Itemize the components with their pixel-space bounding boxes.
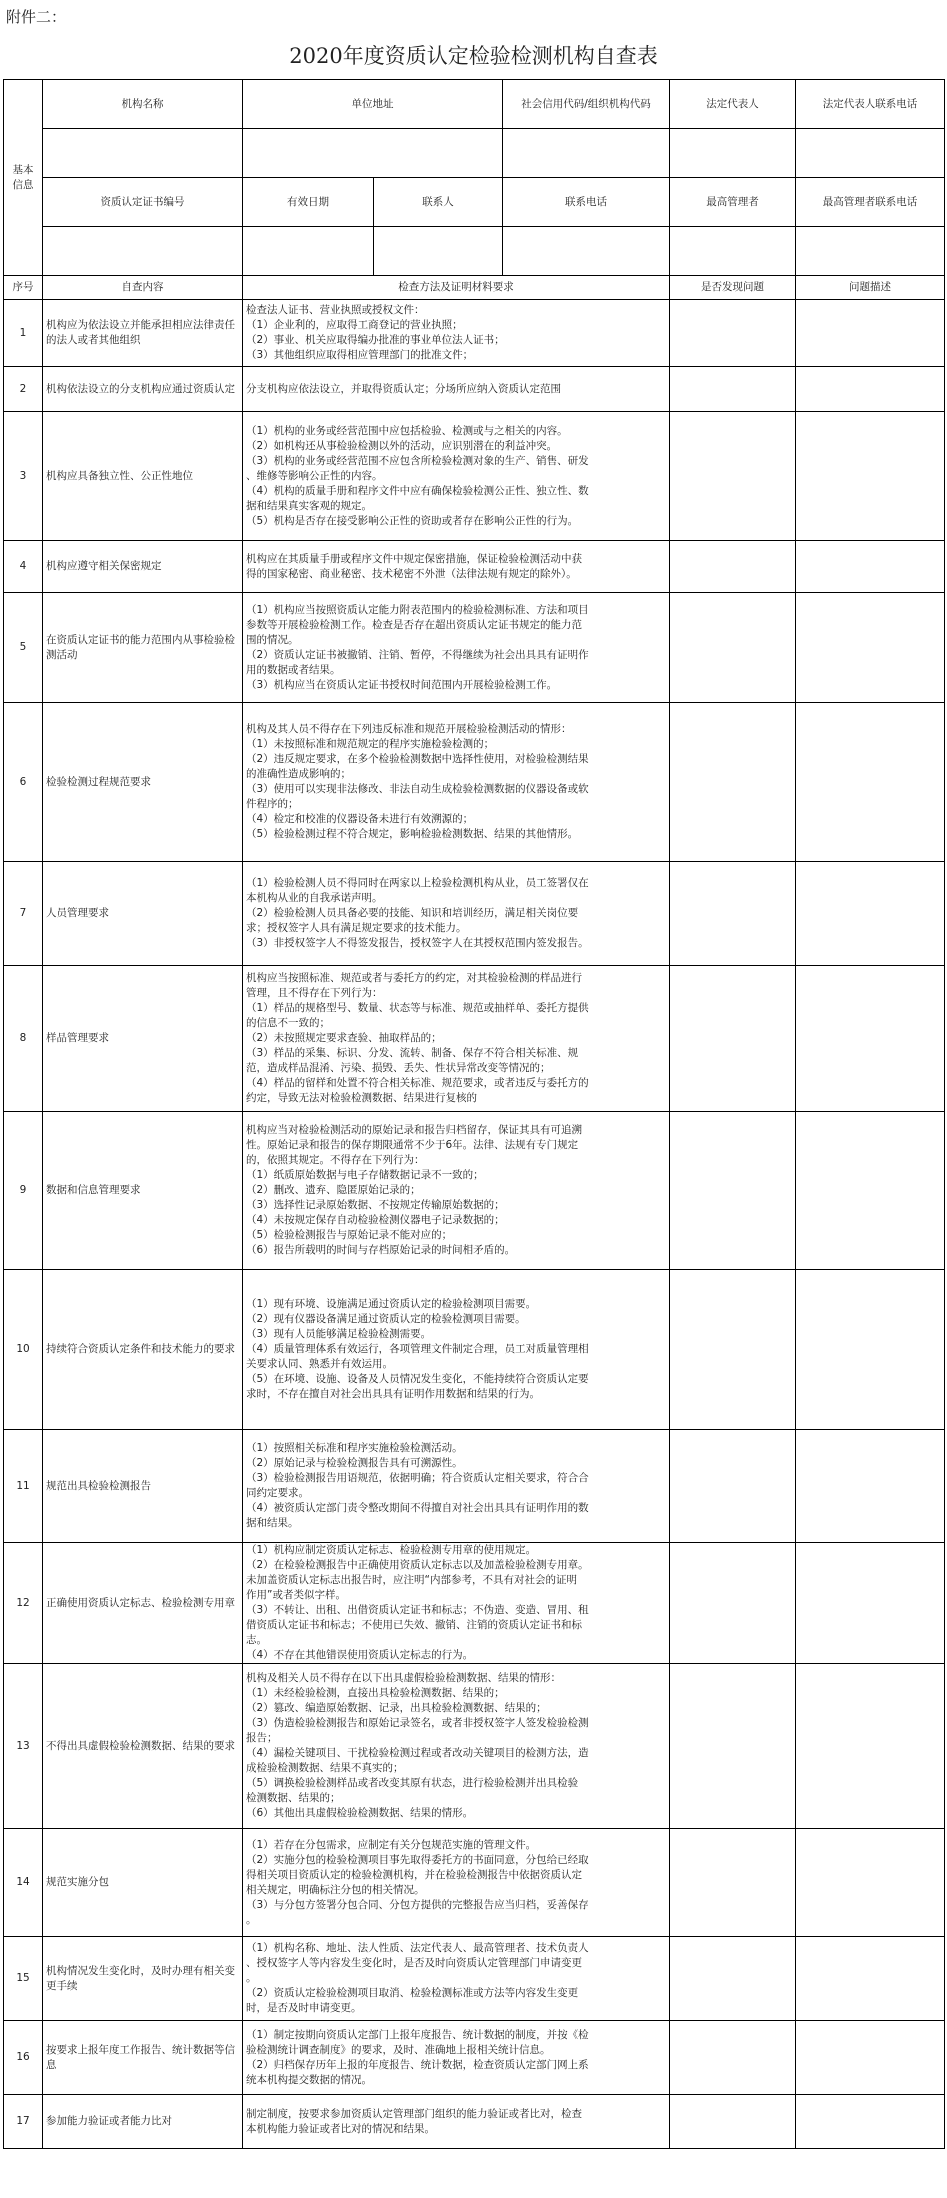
method-line: （6）其他出具虚假检验检测数据、结果的情形。 <box>246 1807 474 1819</box>
table-row <box>4 1664 945 1829</box>
input-legal-rep-phone[interactable] <box>796 129 945 178</box>
row-found-input[interactable] <box>670 1270 796 1430</box>
row-method <box>243 1430 670 1543</box>
row-content: 不得出具虚假检验检测数据、结果的要求 <box>43 1664 243 1829</box>
row-content: 机构应遵守相关保密规定 <box>43 541 243 593</box>
method-line: （5）调换检验检测样品或者改变其原有状态，进行检验检测并出具检验 <box>246 1777 579 1789</box>
row-seq: 10 <box>4 1270 43 1430</box>
method-line: （2）资质认定证书被撤销、注销、暂停，不得继续为社会出具具有证明作 <box>246 648 589 661</box>
method-line: （3）机构的业务或经营范围不应包含所检验检测对象的生产、销售、研发 <box>246 454 589 467</box>
method-line: （3）非授权签字人不得签发报告，授权签字人在其授权范围内签发报告。 <box>246 937 589 949</box>
row-content: 机构依法设立的分支机构应通过资质认定 <box>43 367 243 412</box>
method-line: 求；授权签字人具有满足规定要求的技术能力。 <box>246 922 467 934</box>
row-seq: 16 <box>4 2021 43 2095</box>
input-institution-name[interactable] <box>43 129 243 178</box>
header-institution-name: 机构名称 <box>43 80 243 129</box>
table-row <box>4 2095 945 2149</box>
row-found-input[interactable] <box>670 1112 796 1270</box>
method-line: （2）篡改、编造原始数据、记录，出具检验检测数据、结果的； <box>246 1702 547 1714</box>
row-content: 规范出具检验检测报告 <box>43 1430 243 1543</box>
self-check-table <box>3 79 945 2149</box>
row-desc-input[interactable] <box>796 1829 945 1937</box>
method-line: 件程序的； <box>246 798 299 810</box>
header-valid-date: 有效日期 <box>243 178 374 227</box>
method-line: 关要求认同、熟悉并有效运用。 <box>246 1358 393 1370</box>
table-row <box>4 1270 945 1430</box>
row-desc-input[interactable] <box>796 966 945 1112</box>
method-line: （3）机构应当在资质认定证书授权时间范围内开展检验检测工作。 <box>246 678 558 691</box>
row-seq: 2 <box>4 367 43 412</box>
document-title: 2020年度资质认定检验检测机构自查表 <box>289 44 658 68</box>
row-found-input[interactable] <box>670 966 796 1112</box>
method-line: 围的情况。 <box>246 633 299 646</box>
row-content: 机构应为依法设立并能承担相应法律责任的法人或者其他组织 <box>43 300 243 367</box>
input-credit-code[interactable] <box>503 129 670 178</box>
method-line: （1）企业利的，应取得工商登记的营业执照； <box>246 319 463 331</box>
table-row <box>4 593 945 703</box>
method-line: 管理，且不得存在下列行为： <box>246 987 383 999</box>
table-row <box>4 412 945 541</box>
header-credit-code: 社会信用代码/组织机构代码 <box>503 80 670 129</box>
method-line: （1）纸质原始数据与电子存储数据记录不一致的； <box>246 1169 484 1181</box>
row-desc-input[interactable] <box>796 1270 945 1430</box>
method-line: 同约定要求。 <box>246 1487 309 1499</box>
table-row <box>4 1543 945 1664</box>
row-found-input[interactable] <box>670 412 796 541</box>
method-line: 据和结果。 <box>246 1517 299 1529</box>
method-line: 检查法人证书、营业执照或授权文件： <box>246 304 425 316</box>
row-content: 检验检测过程规范要求 <box>43 703 243 862</box>
method-line: 本机构能力验证或者比对的情况和结果。 <box>246 2122 435 2135</box>
row-seq: 13 <box>4 1664 43 1829</box>
basic-info-label <box>4 80 43 276</box>
row-method <box>243 1829 670 1937</box>
col-seq: 序号 <box>4 276 43 300</box>
row-content: 按要求上报年度工作报告、统计数据等信息 <box>43 2021 243 2095</box>
method-line: 本机构从业的自我承诺声明。 <box>246 892 383 904</box>
input-cert-number[interactable] <box>43 227 243 276</box>
method-line: 用的数据或者结果。 <box>246 663 341 676</box>
table-row <box>4 367 945 412</box>
row-desc-input[interactable] <box>796 593 945 703</box>
method-line: （2）在检验检测报告中正确使用资质认定标志以及加盖检验检测专用章。 <box>246 1559 589 1571</box>
row-method <box>243 300 670 367</box>
method-line: （5）在环境、设施、设备及人员情况发生变化，不能持续符合资质认定要 <box>246 1373 589 1385</box>
row-content: 在资质认定证书的能力范围内从事检验检测活动 <box>43 593 243 703</box>
method-line: 成检验检测数据、结果不真实的； <box>246 1762 404 1774</box>
method-line: （4）不存在其他错误使用资质认定标志的行为。 <box>246 1649 474 1661</box>
row-desc-input[interactable] <box>796 703 945 862</box>
table-row <box>4 1112 945 1270</box>
method-line: （3）使用可以实现非法修改、非法自动生成检验检测数据的仪器设备或软 <box>246 783 589 795</box>
method-line: （1）机构名称、地址、法人性质、法定代表人、最高管理者、技术负责人 <box>246 1942 589 1954</box>
input-legal-rep[interactable] <box>670 129 796 178</box>
method-line: 、授权签字人等内容发生变化时，是否及时向资质认定管理部门申请变更 <box>246 1957 582 1969</box>
row-content: 参加能力验证或者能力比对 <box>43 2095 243 2149</box>
method-line: 的信息不一致的； <box>246 1017 330 1029</box>
input-address[interactable] <box>243 129 503 178</box>
method-line: 性。原始记录和报告的保存期限通常不少于6年。法律、法规有专门规定 <box>246 1139 579 1151</box>
basic-info-header-row-2 <box>4 178 945 227</box>
method-line: 参数等开展检验检测工作。检查是否存在超出资质认定证书规定的能力范 <box>246 618 582 631</box>
method-line: （1）未经检验检测，直接出具检验检测数据、结果的； <box>246 1687 505 1699</box>
input-contact-phone[interactable] <box>503 227 670 276</box>
row-seq: 3 <box>4 412 43 541</box>
row-desc-input[interactable] <box>796 1937 945 2021</box>
header-cert-number: 资质认定证书编号 <box>43 178 243 227</box>
row-content: 样品管理要求 <box>43 966 243 1112</box>
basic-info-header-row-1 <box>4 80 945 129</box>
method-line: 验检测统计调查制度》的要求，及时、准确地上报相关统计信息。 <box>246 2043 551 2056</box>
method-line: （4）被资质认定部门责令整改期间不得擅自对社会出具具有证明作用的数 <box>246 1502 589 1514</box>
method-line: 统本机构提交数据的情况。 <box>246 2073 372 2086</box>
method-line: （1）制定按期向资质认定部门上报年度报告、统计数据的制度，并按《检 <box>246 2028 589 2041</box>
method-line: （3）与分包方签署分包合同、分包方提供的完整报告应当归档，妥善保存 <box>246 1898 589 1911</box>
row-desc-input[interactable] <box>796 1430 945 1543</box>
method-line: 得的国家秘密、商业秘密、技术秘密不外泄（法律法规有规定的除外）。 <box>246 567 577 580</box>
col-content: 自查内容 <box>43 276 243 300</box>
method-line: （4）质量管理体系有效运行，各项管理文件制定合理，员工对质量管理相 <box>246 1343 589 1355</box>
header-top-manager: 最高管理者 <box>670 178 796 227</box>
row-found-input[interactable] <box>670 2095 796 2149</box>
method-line: （1）机构的业务或经营范围中应包括检验、检测或与之相关的内容。 <box>246 424 568 437</box>
header-address: 单位地址 <box>243 80 503 129</box>
method-line: （1）检验检测人员不得同时在两家以上检验检测机构从业，员工签署仅在 <box>246 877 589 889</box>
row-found-input[interactable] <box>670 593 796 703</box>
row-found-input[interactable] <box>670 1664 796 1829</box>
method-line: （2）资质认定检验检测项目取消、检验检测标准或方法等内容发生变更 <box>246 1987 579 1999</box>
method-line: 报告； <box>246 1732 278 1744</box>
row-seq: 12 <box>4 1543 43 1664</box>
method-line: （4）未按规定保存自动检验检测仪器电子记录数据的； <box>246 1214 505 1226</box>
method-line: （3）不转让、出租、出借资质认定证书和标志；不伪造、变造、冒用、租 <box>246 1604 589 1616</box>
method-line: （3）检验检测报告用语规范，依据明确；符合资质认定相关要求，符合合 <box>246 1472 589 1484</box>
basic-info-input-row-1 <box>4 129 945 178</box>
method-line: 未加盖资质认定标志出报告时，应注明“内部参考，不具有对社会的证明 <box>246 1574 577 1586</box>
method-line: 据和结果真实客观的规定。 <box>246 499 372 512</box>
method-line: 的准确性造成影响的； <box>246 768 351 780</box>
row-found-input[interactable] <box>670 1543 796 1664</box>
row-desc-input[interactable] <box>796 1543 945 1664</box>
table-row <box>4 703 945 862</box>
method-line: 作用”或者类似字样。 <box>246 1589 346 1601</box>
method-line: （2）删改、遗弃、隐匿原始记录的； <box>246 1184 421 1196</box>
row-seq: 7 <box>4 862 43 966</box>
row-method <box>243 2095 670 2149</box>
method-line: 机构及其人员不得存在下列违反标准和规范开展检验检测活动的情形： <box>246 723 572 735</box>
method-line: 志。 <box>246 1634 267 1646</box>
col-desc: 问题描述 <box>796 276 945 300</box>
row-method <box>243 367 670 412</box>
row-found-input[interactable] <box>670 1430 796 1543</box>
row-method <box>243 1664 670 1829</box>
table-row <box>4 1430 945 1543</box>
row-found-input[interactable] <box>670 367 796 412</box>
method-line: （2）检验检测人员具备必要的技能、知识和培训经历，满足相关岗位要 <box>246 907 579 919</box>
header-legal-rep-phone: 法定代表人联系电话 <box>796 80 945 129</box>
method-line: （4）漏检关键项目、干扰检验检测过程或者改动关键项目的检测方法，造 <box>246 1747 589 1759</box>
method-line: （2）未按照规定要求查验、抽取样品的； <box>246 1032 442 1044</box>
method-line: （3）现有人员能够满足检验检测需要。 <box>246 1328 432 1340</box>
input-top-manager[interactable] <box>670 227 796 276</box>
method-line: （2）如机构还从事检验检测以外的活动，应识别潜在的利益冲突。 <box>246 439 558 452</box>
table-row <box>4 1937 945 2021</box>
table-row <box>4 2021 945 2095</box>
method-line: （2）实施分包的检验检测项目事先取得委托方的书面同意，分包给已经取 <box>246 1853 589 1866</box>
method-line: （5）检验检测过程不符合规定，影响检验检测数据、结果的其他情形。 <box>246 828 579 840</box>
row-found-input[interactable] <box>670 2021 796 2095</box>
method-line: （1）机构应制定资质认定标志、检验检测专用章的使用规定。 <box>246 1544 537 1556</box>
column-header-row <box>4 276 945 300</box>
input-contact[interactable] <box>374 227 503 276</box>
row-seq: 4 <box>4 541 43 593</box>
row-desc-input[interactable] <box>796 1112 945 1270</box>
row-seq: 15 <box>4 1937 43 2021</box>
method-line: 相关规定，明确标注分包的相关情况。 <box>246 1883 425 1896</box>
method-line: 求时，不存在擅自对社会出具具有证明作用数据和结果的行为。 <box>246 1388 540 1400</box>
method-line: （1）按照相关标准和程序实施检验检测活动。 <box>246 1442 463 1454</box>
row-content: 人员管理要求 <box>43 862 243 966</box>
header-top-manager-phone: 最高管理者联系电话 <box>796 178 945 227</box>
header-contact-phone: 联系电话 <box>503 178 670 227</box>
basic-info-input-row-2 <box>4 227 945 276</box>
method-line: 范，造成样品混淆、污染、损毁、丢失、性状异常改变等情况的； <box>246 1062 551 1074</box>
method-line: （3）样品的采集、标识、分发、流转、制备、保存不符合相关标准、规 <box>246 1047 579 1059</box>
method-line: （4）机构的质量手册和程序文件中应有确保检验检测公正性、独立性、数 <box>246 484 589 497</box>
input-valid-date[interactable] <box>243 227 374 276</box>
row-desc-input[interactable] <box>796 2095 945 2149</box>
row-method <box>243 862 670 966</box>
col-found: 是否发现问题 <box>670 276 796 300</box>
method-line: 机构应在其质量手册或程序文件中规定保密措施，保证检验检测活动中获 <box>246 552 582 565</box>
row-content: 机构情况发生变化时，及时办理有相关变更手续 <box>43 1937 243 2021</box>
row-seq: 1 <box>4 300 43 367</box>
method-line: （1）若存在分包需求，应制定有关分包规范实施的管理文件。 <box>246 1838 537 1851</box>
method-line: 。 <box>246 1913 257 1926</box>
row-method <box>243 966 670 1112</box>
method-line: （2）事业、机关应取得编办批准的事业单位法人证书； <box>246 334 505 346</box>
method-line: 机构应当按照标准、规范或者与委托方的约定，对其检验检测的样品进行 <box>246 972 582 984</box>
row-method <box>243 703 670 862</box>
row-seq: 11 <box>4 1430 43 1543</box>
table-row <box>4 966 945 1112</box>
method-line: （3）选择性记录原始数据、不按规定传输原始数据的； <box>246 1199 505 1211</box>
input-top-manager-phone[interactable] <box>796 227 945 276</box>
row-method <box>243 1937 670 2021</box>
row-desc-input[interactable] <box>796 412 945 541</box>
method-line: （3）伪造检验检测报告和原始记录签名，或者非授权签字人签发检验检测 <box>246 1717 589 1729</box>
row-method <box>243 1112 670 1270</box>
row-content: 规范实施分包 <box>43 1829 243 1937</box>
row-found-input[interactable] <box>670 1829 796 1937</box>
row-found-input[interactable] <box>670 541 796 593</box>
method-line: （1）未按照标准和规范规定的程序实施检验检测的； <box>246 738 495 750</box>
method-line: （3）其他组织应取得相应管理部门的批准文件； <box>246 349 474 361</box>
row-desc-input[interactable] <box>796 367 945 412</box>
row-found-input[interactable] <box>670 300 796 367</box>
row-seq: 6 <box>4 703 43 862</box>
basic-info-label-line-2: 信息 <box>12 178 34 191</box>
table-row <box>4 300 945 367</box>
row-found-input[interactable] <box>670 862 796 966</box>
row-desc-input[interactable] <box>796 541 945 593</box>
method-line: （5）检验检测报告与原始记录不能对应的； <box>246 1229 453 1241</box>
method-line: 得相关项目资质认定的检验检测机构，并在检验检测报告中依据资质认定 <box>246 1868 582 1881</box>
row-desc-input[interactable] <box>796 862 945 966</box>
col-method: 检查方法及证明材料要求 <box>243 276 670 300</box>
method-line: （1）现有环境、设施满足通过资质认定的检验检测项目需要。 <box>246 1298 537 1310</box>
method-line: 、维修等影响公正性的内容。 <box>246 469 383 482</box>
method-line: 机构及相关人员不得存在以下出具虚假检验检测数据、结果的情形： <box>246 1672 561 1684</box>
row-seq: 9 <box>4 1112 43 1270</box>
method-line: 制定制度，按要求参加资质认定管理部门组织的能力验证或者比对，检查 <box>246 2107 582 2120</box>
header-contact: 联系人 <box>374 178 503 227</box>
method-line: 约定，导致无法对检验检测数据、结果进行复核的 <box>246 1092 477 1104</box>
method-line: （1）样品的规格型号、数量、状态等与标准、规范或抽样单、委托方提供 <box>246 1002 589 1014</box>
method-line: 检测数据、结果的； <box>246 1792 341 1804</box>
row-content: 持续符合资质认定条件和技术能力的要求 <box>43 1270 243 1430</box>
method-line: 机构应当对检验检测活动的原始记录和报告归档留存，保证其具有可追溯 <box>246 1124 582 1136</box>
method-line: 的，依照其规定。不得存在下列行为： <box>246 1154 425 1166</box>
method-line: （2）归档保存历年上报的年度报告、统计数据，检查资质认定部门网上系 <box>246 2058 589 2071</box>
row-method <box>243 1270 670 1430</box>
method-line: 时，是否及时申请变更。 <box>246 2002 362 2014</box>
method-line: 借资质认定证书和标志；不使用已失效、撤销、注销的资质认定证书和标 <box>246 1619 582 1631</box>
row-desc-input[interactable] <box>796 300 945 367</box>
row-method <box>243 593 670 703</box>
method-line: （2）违反规定要求，在多个检验检测数据中选择性使用，对检验检测结果 <box>246 753 589 765</box>
row-seq: 17 <box>4 2095 43 2149</box>
method-line: 分支机构应依法设立，并取得资质认定；分场所应纳入资质认定范围 <box>246 382 561 395</box>
row-seq: 5 <box>4 593 43 703</box>
row-seq: 8 <box>4 966 43 1112</box>
row-method <box>243 412 670 541</box>
method-line: （4）检定和校准的仪器设备未进行有效溯源的； <box>246 813 474 825</box>
row-seq: 14 <box>4 1829 43 1937</box>
row-content: 正确使用资质认定标志、检验检测专用章 <box>43 1543 243 1664</box>
table-row <box>4 541 945 593</box>
attachment-label: 附件二： <box>6 8 67 26</box>
row-found-input[interactable] <box>670 1937 796 2021</box>
row-content: 数据和信息管理要求 <box>43 1112 243 1270</box>
row-desc-input[interactable] <box>796 1664 945 1829</box>
table-row <box>4 862 945 966</box>
basic-info-label-line-1: 基本 <box>12 163 34 176</box>
row-found-input[interactable] <box>670 703 796 862</box>
header-legal-rep: 法定代表人 <box>670 80 796 129</box>
table-row <box>4 1829 945 1937</box>
row-content: 机构应具备独立性、公正性地位 <box>43 412 243 541</box>
method-line: （2）现有仪器设备满足通过资质认定的检验检测项目需要。 <box>246 1313 526 1325</box>
row-desc-input[interactable] <box>796 2021 945 2095</box>
method-line: （1）机构应当按照资质认定能力附表范围内的检验检测标准、方法和项目 <box>246 603 589 616</box>
row-method <box>243 1543 670 1664</box>
method-line: （4）样品的留样和处置不符合相关标准、规范要求，或者违反与委托方的 <box>246 1077 589 1089</box>
method-line: （5）机构是否存在接受影响公正性的资助或者存在影响公正性的行为。 <box>246 514 579 527</box>
row-method <box>243 541 670 593</box>
method-line: 。 <box>246 1972 257 1984</box>
row-method <box>243 2021 670 2095</box>
method-line: （6）报告所载明的时间与存档原始记录的时间相矛盾的。 <box>246 1244 516 1256</box>
method-line: （2）原始记录与检验检测报告具有可溯源性。 <box>246 1457 463 1469</box>
